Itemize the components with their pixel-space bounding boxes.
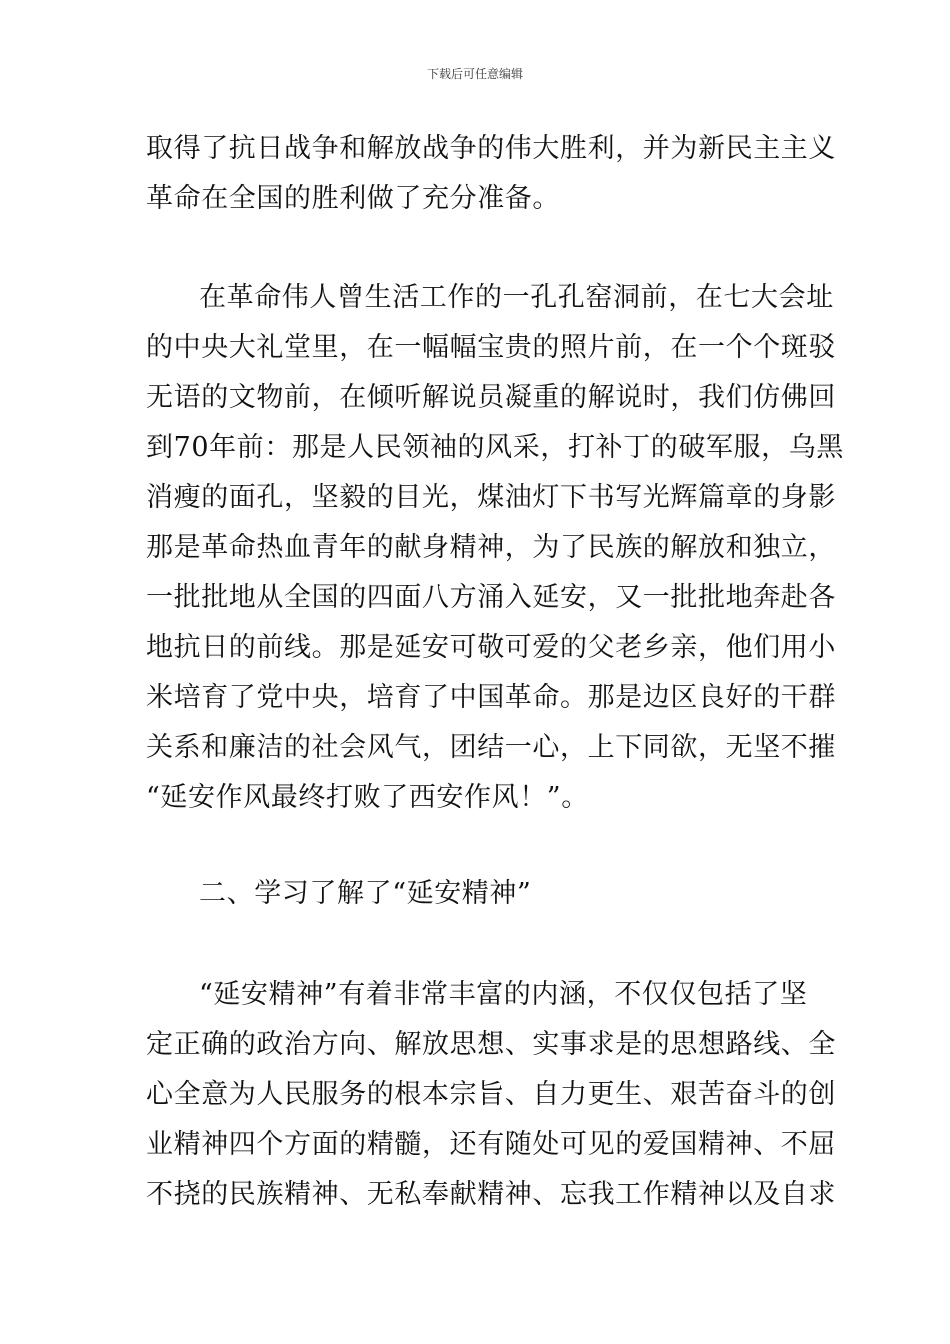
- paragraph-2-line-11: “延安作风最终打败了西安作风！”。: [146, 782, 589, 813]
- paragraph-1-line-2: 革命在全国的胜利做了充分准备。: [146, 183, 560, 214]
- paragraph-2-line-10: 关系和廉洁的社会风气，团结一心，上下同欲，无坚不摧: [146, 732, 836, 763]
- paragraph-2-line-9: 米培育了党中央，培育了中国革命。那是边区良好的干群: [146, 682, 836, 713]
- paragraph-2-line-5: 消瘦的面孔，坚毅的目光，煤油灯下书写光辉篇章的身影: [146, 482, 836, 513]
- paragraph-2-line-1: 在革命伟人曾生活工作的一孔孔窑洞前，在七大会址: [199, 282, 834, 313]
- paragraph-2-line-2: 的中央大礼堂里，在一幅幅宝贵的照片前，在一个个斑驳: [146, 332, 836, 363]
- paragraph-2-line-3: 无语的文物前，在倾听解说员凝重的解说时，我们仿佛回: [146, 382, 836, 413]
- paragraph-2-line-7: 一批批地从全国的四面八方涌入延安，又一批批地奔赴各: [146, 582, 836, 613]
- paragraph-3-line-5: 不挠的民族精神、无私奉献精神、忘我工作精神以及自求: [146, 1179, 836, 1210]
- paragraph-2-line-6: 那是革命热血青年的献身精神，为了民族的解放和独立，: [146, 532, 836, 563]
- paragraph-3-line-3: 心全意为人民服务的根本宗旨、自力更生、艰苦奋斗的创: [146, 1079, 836, 1110]
- section-heading: 二、学习了解了“延安精神”: [199, 878, 532, 909]
- paragraph-3-line-2: 定正确的政治方向、解放思想、实事求是的思想路线、全: [146, 1029, 836, 1060]
- page-header: 下载后可任意编辑: [426, 67, 523, 81]
- paragraph-2-line-8: 地抗日的前线。那是延安可敬可爱的父老乡亲，他们用小: [146, 632, 836, 663]
- paragraph-2-line-4: 到70年前：那是人民领袖的风采，打补丁的破军服，乌黑: [146, 432, 844, 463]
- paragraph-1-line-1: 取得了抗日战争和解放战争的伟大胜利，并为新民主主义: [146, 133, 836, 164]
- paragraph-3-line-4: 业精神四个方面的精髓，还有随处可见的爱国精神、不屈: [146, 1129, 836, 1160]
- paragraph-3-line-1: “延安精神”有着非常丰富的内涵，不仅仅包括了坚: [199, 979, 808, 1010]
